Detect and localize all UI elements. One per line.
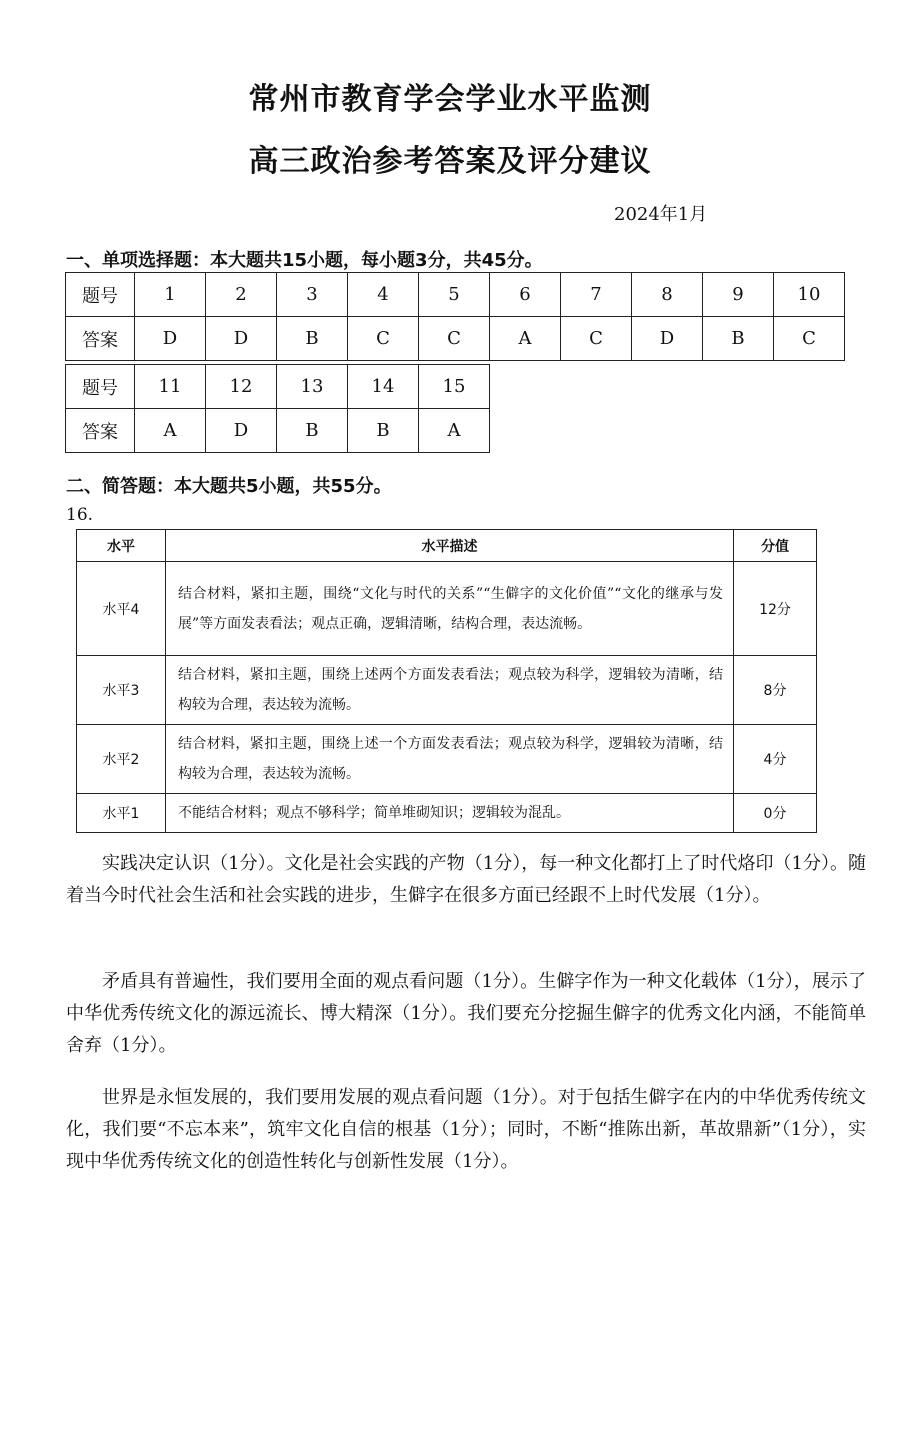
question-number: 14 <box>348 365 419 409</box>
document-title-line2: 高三政治参考答案及评分建议 <box>248 144 652 179</box>
table-row <box>66 273 845 317</box>
answer-cell: B <box>277 317 348 361</box>
answer-cell: C <box>419 317 490 361</box>
rubric-score: 0分 <box>734 794 817 833</box>
answer-cell: A <box>135 409 206 453</box>
question-number: 3 <box>277 273 348 317</box>
answer-cell: B <box>703 317 774 361</box>
question-number: 5 <box>419 273 490 317</box>
answer-cell: C <box>348 317 419 361</box>
table-row <box>77 725 817 794</box>
question-number: 1 <box>135 273 206 317</box>
question-16-number: 16. <box>66 505 94 525</box>
answer-cell: B <box>277 409 348 453</box>
question-number: 8 <box>632 273 703 317</box>
rubric-header-description: 水平描述 <box>166 530 734 562</box>
answer-cell: A <box>419 409 490 453</box>
question-number-label: 题号 <box>66 273 135 317</box>
document-title-line1: 常州市教育学会学业水平监测 <box>248 82 652 117</box>
table-row <box>66 365 490 409</box>
answer-cell: D <box>135 317 206 361</box>
table-row <box>66 317 845 361</box>
question-number: 6 <box>490 273 561 317</box>
rubric-description: 结合材料，紧扣主题，围绕上述一个方面发表看法；观点较为科学，逻辑较为清晰，结构较为合理，表达较为流畅。 <box>166 725 734 794</box>
document-date: 2024年1月 <box>614 204 708 225</box>
answer-cell: C <box>561 317 632 361</box>
answer-cell: D <box>206 409 277 453</box>
table-row <box>66 409 490 453</box>
answer-cell: C <box>774 317 845 361</box>
answer-table-1-10 <box>65 272 845 361</box>
rubric-level: 水平3 <box>77 656 166 725</box>
scoring-rubric-table <box>76 529 817 833</box>
question-number-label: 题号 <box>66 365 135 409</box>
answer-cell: D <box>632 317 703 361</box>
rubric-header-row <box>77 530 817 562</box>
question-number: 4 <box>348 273 419 317</box>
question-number: 11 <box>135 365 206 409</box>
answer-cell: D <box>206 317 277 361</box>
section1-heading: 一、单项选择题：本大题共15小题，每小题3分，共45分。 <box>66 250 543 271</box>
answer-label: 答案 <box>66 409 135 453</box>
rubric-description: 结合材料，紧扣主题，围绕上述两个方面发表看法；观点较为科学，逻辑较为清晰，结构较为合理，表达较为流畅。 <box>166 656 734 725</box>
section2-heading: 二、简答题：本大题共5小题，共55分。 <box>66 476 392 497</box>
rubric-description: 结合材料，紧扣主题，围绕“文化与时代的关系”“生僻字的文化价值”“文化的继承与发展”等方面发表看法；观点正确，逻辑清晰，结构合理，表达流畅。 <box>166 562 734 656</box>
rubric-header-level: 水平 <box>77 530 166 562</box>
answer-paragraph: 矛盾具有普遍性，我们要用全面的观点看问题（1分）。生僻字作为一种文化载体（1分），展示了中华优秀传统文化的源远流长、博大精深（1分）。我们要充分挖掘生僻字的优秀文化内涵，不能简单舍弃（1分）。 <box>66 971 866 1056</box>
answer-label: 答案 <box>66 317 135 361</box>
question-number: 7 <box>561 273 632 317</box>
rubric-level: 水平2 <box>77 725 166 794</box>
answer-table-11-15 <box>65 364 490 453</box>
answer-paragraph: 实践决定认识（1分）。文化是社会实践的产物（1分），每一种文化都打上了时代烙印（1分）。随着当今时代社会生活和社会实践的进步，生僻字在很多方面已经跟不上时代发展（1分）。 <box>66 853 866 906</box>
rubric-description: 不能结合材料；观点不够科学；简单堆砌知识；逻辑较为混乱。 <box>166 794 734 833</box>
question-number: 15 <box>419 365 490 409</box>
question-number: 12 <box>206 365 277 409</box>
question-number: 9 <box>703 273 774 317</box>
table-row <box>77 794 817 833</box>
rubric-level: 水平1 <box>77 794 166 833</box>
answer-cell: A <box>490 317 561 361</box>
question-number: 2 <box>206 273 277 317</box>
rubric-header-score: 分值 <box>734 530 817 562</box>
table-row <box>77 562 817 656</box>
table-row <box>77 656 817 725</box>
answer-paragraph: 世界是永恒发展的，我们要用发展的观点看问题（1分）。对于包括生僻字在内的中华优秀传统文化，我们要“不忘本来”，筑牢文化自信的根基（1分）；同时，不断“推陈出新，革故鼎新”（1分），实现中华优秀传统文化的创造性转化与创新性发展（1分）。 <box>66 1087 866 1172</box>
rubric-score: 12分 <box>734 562 817 656</box>
rubric-score: 8分 <box>734 656 817 725</box>
answer-cell: B <box>348 409 419 453</box>
rubric-score: 4分 <box>734 725 817 794</box>
question-number: 10 <box>774 273 845 317</box>
rubric-level: 水平4 <box>77 562 166 656</box>
question-number: 13 <box>277 365 348 409</box>
